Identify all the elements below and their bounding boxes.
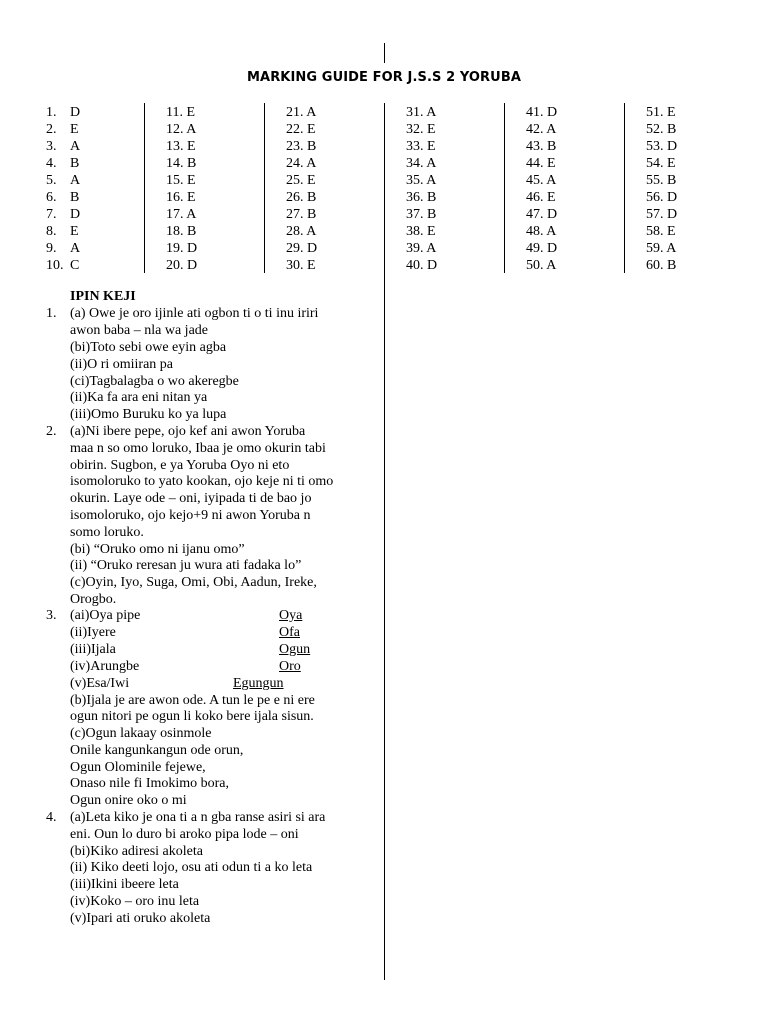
answer-row: 8. E bbox=[46, 224, 79, 239]
answer-row: 33. E bbox=[406, 139, 436, 154]
answer-row: 45. A bbox=[526, 173, 557, 188]
answer-line: (iv)Koko – oro inu leta bbox=[70, 894, 200, 909]
answer-row: 20. D bbox=[166, 258, 198, 273]
answer-row: 56. D bbox=[646, 190, 678, 205]
answer-row: 16. E bbox=[166, 190, 196, 205]
answer-row: 41. D bbox=[526, 105, 558, 120]
underlined-answer-oya: Oya bbox=[279, 608, 303, 623]
underlined-answer-ofa: Ofa bbox=[279, 625, 300, 640]
answer-line: (bi) “Oruko omo ni ijanu omo” bbox=[70, 542, 245, 557]
answer-row: 23. B bbox=[286, 139, 317, 154]
answer-column-2 bbox=[166, 104, 197, 274]
answer-row: 11. E bbox=[166, 105, 196, 120]
answer-column-1 bbox=[46, 104, 80, 274]
answer-row: 15. E bbox=[166, 173, 196, 188]
answer-line: (v)Esa/Iwi bbox=[70, 676, 130, 691]
answer-line: (b)Ijala je are awon ode. A tun le pe e ni ere bbox=[70, 693, 315, 708]
question-number-3: 3. bbox=[46, 608, 57, 623]
answer-row: 2. E bbox=[46, 122, 79, 137]
answer-column-3 bbox=[286, 104, 317, 274]
answer-line: (c)Oyin, Iyo, Suga, Omi, Obi, Aadun, Ireke, bbox=[70, 575, 317, 590]
answer-row: 52. B bbox=[646, 122, 677, 137]
answer-line: isomoloruko to yato kookan, ojo keje ni ti omo bbox=[70, 474, 334, 489]
answer-row: 39. A bbox=[406, 241, 437, 256]
answer-row: 38. E bbox=[406, 224, 436, 239]
answer-line: Ogun onire oko o mi bbox=[70, 793, 187, 808]
answer-grid-divider-4 bbox=[504, 103, 505, 273]
answer-line: isomoloruko, ojo kejo+9 ni awon Yoruba n bbox=[70, 508, 311, 523]
answer-column-5 bbox=[526, 104, 557, 274]
answer-column-4 bbox=[406, 104, 437, 274]
answer-line: (bi)Kiko adiresi akoleta bbox=[70, 844, 203, 859]
answer-row: 60. B bbox=[646, 258, 677, 273]
answer-line: (ii)Iyere bbox=[70, 625, 116, 640]
answer-line: (iii)Ikini ibeere leta bbox=[70, 877, 179, 892]
answer-line: Ogun Olominile fejewe, bbox=[70, 760, 206, 775]
answer-row: 14. B bbox=[166, 156, 197, 171]
answer-line: (bi)Toto sebi owe eyin agba bbox=[70, 340, 227, 355]
answer-line: (ii)Ka fa ara eni nitan ya bbox=[70, 390, 208, 405]
answer-line: (v)Ipari ati oruko akoleta bbox=[70, 911, 211, 926]
answer-row: 24. A bbox=[286, 156, 317, 171]
answer-line: (ci)Tagbalagba o wo akeregbe bbox=[70, 374, 239, 389]
answer-row: 31. A bbox=[406, 105, 437, 120]
underlined-answer-oro: Oro bbox=[279, 659, 301, 674]
answer-line: (a) Owe je oro ijinle ati ogbon ti o ti inu iriri bbox=[70, 306, 319, 321]
answer-row: 30. E bbox=[286, 258, 316, 273]
answer-grid-divider-2 bbox=[264, 103, 265, 273]
underlined-answer-ogun: Ogun bbox=[279, 642, 311, 657]
answer-grid-divider-5 bbox=[624, 103, 625, 273]
answer-row: 6. B bbox=[46, 190, 80, 205]
answer-row: 12. A bbox=[166, 122, 197, 137]
answer-row: 9. A bbox=[46, 241, 81, 256]
answer-row: 47. D bbox=[526, 207, 558, 222]
answer-line: (c)Ogun lakaay osinmole bbox=[70, 726, 212, 741]
answer-line: awon baba – nla wa jade bbox=[70, 323, 208, 338]
answer-row: 35. A bbox=[406, 173, 437, 188]
center-column-rule bbox=[384, 103, 385, 980]
answer-row: 18. B bbox=[166, 224, 197, 239]
answer-row: 19. D bbox=[166, 241, 198, 256]
answer-row: 5. A bbox=[46, 173, 81, 188]
answer-line: (ii) Kiko deeti lojo, osu ati odun ti a ko leta bbox=[70, 860, 313, 875]
answer-line: Onaso nile fi Imokimo bora, bbox=[70, 776, 230, 791]
answer-row: 17. A bbox=[166, 207, 197, 222]
answer-row: 36. B bbox=[406, 190, 437, 205]
top-center-rule bbox=[384, 43, 385, 63]
answer-row: 22. E bbox=[286, 122, 316, 137]
answer-row: 55. B bbox=[646, 173, 677, 188]
answer-line: (ii) “Oruko reresan ju wura ati fadaka lo” bbox=[70, 558, 302, 573]
question-number-4: 4. bbox=[46, 810, 57, 825]
answer-row: 58. E bbox=[646, 224, 676, 239]
answer-row: 50. A bbox=[526, 258, 557, 273]
answer-row: 13. E bbox=[166, 139, 196, 154]
answer-row: 7. D bbox=[46, 207, 81, 222]
answer-row: 4. B bbox=[46, 156, 80, 171]
answer-row: 25. E bbox=[286, 173, 316, 188]
answer-row: 27. B bbox=[286, 207, 317, 222]
answer-row: 59. A bbox=[646, 241, 677, 256]
answer-row: 1. D bbox=[46, 105, 81, 120]
answer-row: 40. D bbox=[406, 258, 438, 273]
answer-row: 29. D bbox=[286, 241, 318, 256]
answer-line: ogun nitori pe ogun li koko bere ijala sisun. bbox=[70, 709, 314, 724]
answer-row: 43. B bbox=[526, 139, 557, 154]
answer-row: 37. B bbox=[406, 207, 437, 222]
answer-line: (iv)Arungbe bbox=[70, 659, 140, 674]
answer-row: 21. A bbox=[286, 105, 317, 120]
answer-row: 26. B bbox=[286, 190, 317, 205]
answer-row: 53. D bbox=[646, 139, 678, 154]
question-number-2: 2. bbox=[46, 424, 57, 439]
answer-line: somo loruko. bbox=[70, 525, 144, 540]
answer-row: 34. A bbox=[406, 156, 437, 171]
answer-row: 28. A bbox=[286, 224, 317, 239]
answer-row: 57. D bbox=[646, 207, 678, 222]
answer-row: 44. E bbox=[526, 156, 556, 171]
answer-row: 32. E bbox=[406, 122, 436, 137]
answer-line: (ai)Oya pipe bbox=[70, 608, 141, 623]
answer-row: 49. D bbox=[526, 241, 558, 256]
answer-grid-divider-1 bbox=[144, 103, 145, 273]
answer-row: 46. E bbox=[526, 190, 556, 205]
answer-line: Orogbo. bbox=[70, 592, 117, 607]
answer-column-6 bbox=[646, 104, 677, 274]
answer-line: maa n so omo loruko, Ibaa je omo okurin tabi bbox=[70, 441, 326, 456]
answer-line: (a)Ni ibere pepe, ojo kef ani awon Yoruba bbox=[70, 424, 306, 439]
answer-row: 51. E bbox=[646, 105, 676, 120]
answer-line: okurin. Laye ode – oni, iyipada ti de bao jo bbox=[70, 491, 312, 506]
question-number-1: 1. bbox=[46, 306, 57, 321]
section-heading: IPIN KEJI bbox=[70, 289, 136, 304]
underlined-answer-egungun: Egungun bbox=[233, 676, 284, 691]
answer-row: 10. C bbox=[46, 258, 80, 273]
answer-row: 48. A bbox=[526, 224, 557, 239]
answer-row: 3. A bbox=[46, 139, 81, 154]
answer-line: Onile kangunkangun ode orun, bbox=[70, 743, 244, 758]
answer-line: obirin. Sugbon, e ya Yoruba Oyo ni eto bbox=[70, 458, 290, 473]
answer-row: 54. E bbox=[646, 156, 676, 171]
answer-line: (iii)Omo Buruku ko ya lupa bbox=[70, 407, 227, 422]
answer-line: (a)Leta kiko je ona ti a n gba ranse asiri si ara bbox=[70, 810, 326, 825]
answer-line: (ii)O ri omiiran pa bbox=[70, 357, 174, 372]
answer-row: 42. A bbox=[526, 122, 557, 137]
answer-line: eni. Oun lo duro bi aroko pipa lode – oni bbox=[70, 827, 299, 842]
answer-line: (iii)Ijala bbox=[70, 642, 116, 657]
page-title: MARKING GUIDE FOR J.S.S 2 YORUBA bbox=[247, 70, 521, 85]
